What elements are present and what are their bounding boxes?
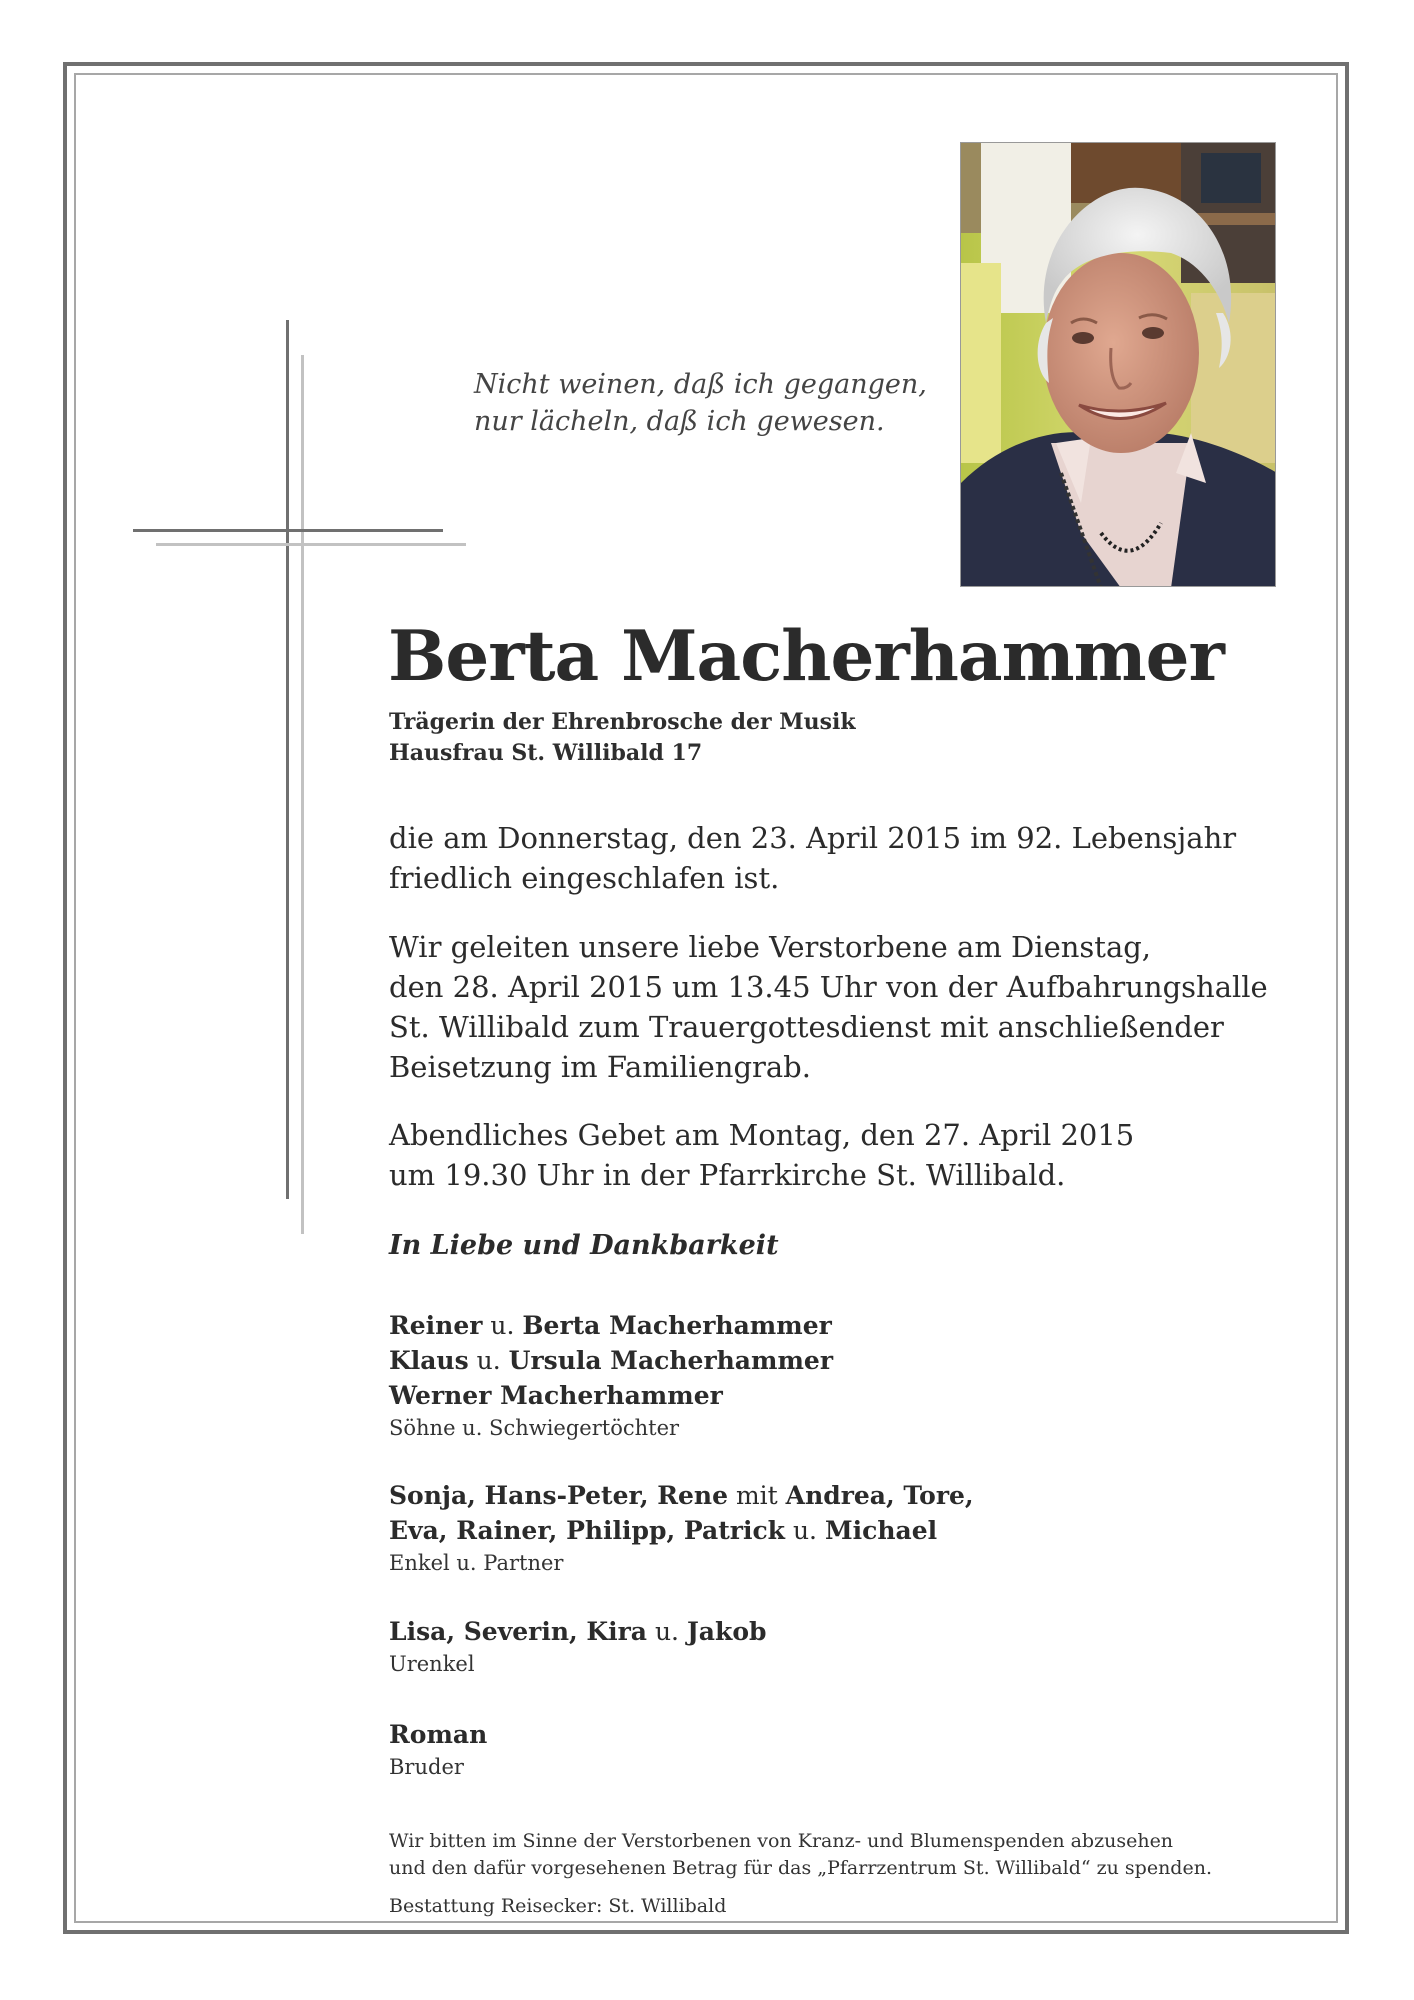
mourner-line: Klaus u. Ursula Macherhammer	[389, 1346, 833, 1375]
text-line: friedlich eingeschlafen ist.	[389, 861, 780, 895]
text-line: und den dafür vorgesehenen Betrag für das „Pfarrzentrum St. Willibald“ zu spenden.	[389, 1857, 1212, 1879]
relation-label: Enkel u. Partner	[389, 1551, 564, 1575]
memorial-quote	[474, 366, 927, 440]
mourner-line: Sonja, Hans-Peter, Rene mit Andrea, Tore,	[389, 1481, 974, 1510]
text-line: Wir geleiten unsere liebe Verstorbene am Dienstag,	[389, 930, 1152, 964]
relation-label: Urenkel	[389, 1652, 475, 1676]
donation-request	[389, 1828, 1212, 1882]
text-line: Wir bitten im Sinne der Verstorbenen von Kranz- und Blumenspenden abzusehen	[389, 1830, 1174, 1852]
cross-vertical-light	[301, 355, 304, 1234]
mourner-group-brother	[389, 1717, 487, 1782]
text-line: den 28. April 2015 um 13.45 Uhr von der Aufbahrungshalle	[389, 970, 1268, 1004]
funeral-home: Bestattung Reisecker: St. Willibald	[389, 1895, 727, 1917]
text-line: die am Donnerstag, den 23. April 2015 im 92. Lebensjahr	[389, 821, 1237, 855]
cross-vertical-dark	[286, 320, 289, 1199]
mourner-line: Lisa, Severin, Kira u. Jakob	[389, 1617, 767, 1646]
title-line-1: Trägerin der Ehrenbrosche der Musik	[389, 709, 856, 735]
quote-line-2: nur lächeln, daß ich gewesen.	[474, 406, 885, 437]
text-line: St. Willibald zum Trauergottesdienst mit anschließender	[389, 1010, 1224, 1044]
mourner-line: Reiner u. Berta Macherhammer	[389, 1311, 832, 1340]
mourner-line: Eva, Rainer, Philipp, Patrick u. Michael	[389, 1516, 938, 1545]
mourner-line: Werner Macherhammer	[389, 1381, 723, 1410]
quote-line-1: Nicht weinen, daß ich gegangen,	[474, 369, 927, 400]
text-line: Beisetzung im Familiengrab.	[389, 1050, 811, 1084]
text-line: Abendliches Gebet am Montag, den 27. April 2015	[389, 1118, 1135, 1152]
relation-label: Söhne u. Schwiegertöchter	[389, 1416, 680, 1440]
title-line-2: Hausfrau St. Willibald 17	[389, 740, 703, 766]
mourner-line: Roman	[389, 1720, 488, 1749]
funeral-service-paragraph	[389, 927, 1268, 1087]
mourner-group-sons	[389, 1308, 833, 1443]
text-line: um 19.30 Uhr in der Pfarrkirche St. Willibald.	[389, 1158, 1066, 1192]
relation-label: Bruder	[389, 1755, 464, 1779]
closing-phrase: In Liebe und Dankbarkeit	[389, 1230, 779, 1261]
evening-prayer-paragraph	[389, 1115, 1134, 1195]
deceased-titles	[389, 707, 856, 769]
cross-horizontal-light	[156, 543, 466, 546]
cross-horizontal-dark	[133, 529, 443, 532]
mourner-group-great-grandchildren	[389, 1614, 766, 1679]
deceased-name: Berta Macherhammer	[388, 616, 1224, 697]
mourner-group-grandchildren	[389, 1478, 974, 1578]
death-notice-paragraph	[389, 818, 1236, 898]
portrait-photo	[960, 142, 1276, 587]
